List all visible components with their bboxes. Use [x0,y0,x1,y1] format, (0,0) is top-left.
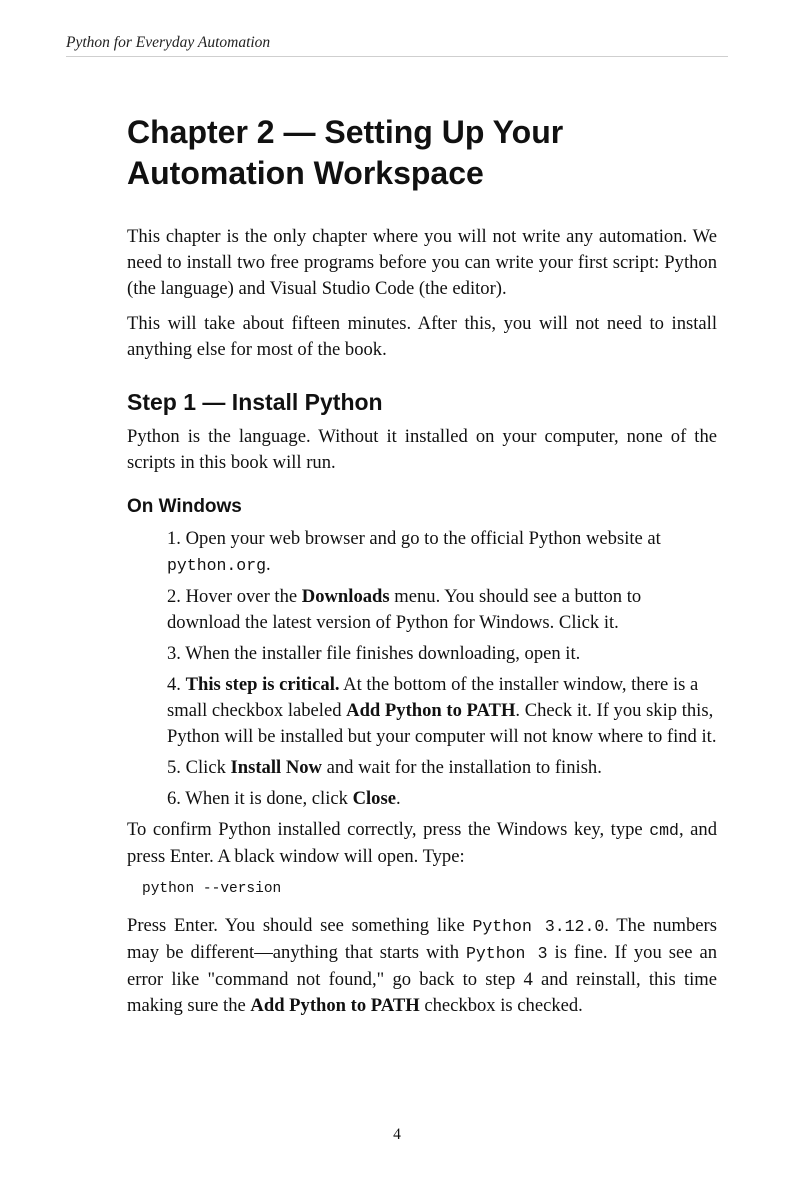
list-item [167,526,717,579]
item-number: 3. [167,643,181,664]
bold-term: Install Now [230,757,322,778]
inline-code-version-prefix: Python 3 [466,944,548,963]
list-item [167,584,717,636]
list-item [167,672,717,750]
running-header: Python for Everyday Automation [66,34,728,57]
result-text: Press Enter. You should see something like [127,915,473,936]
item-number: 1. [167,528,181,549]
bold-term: Close [352,788,396,809]
list-item [167,641,717,667]
item-text: menu. You should see a button to download the latest version of Python for Windows. Click it. [167,586,642,633]
chapter-title: Chapter 2 — Setting Up Your Automation Workspace [127,114,564,191]
bold-lead: This step is critical. [185,674,340,695]
item-text: Click [180,757,231,778]
item-number: 2. [167,586,181,607]
item-text: . [395,788,401,809]
item-text: When it is done, click [180,788,353,809]
code-block: python --version [142,881,282,897]
inline-code-version: Python 3.12.0 [472,917,605,936]
inline-code-cmd: cmd [649,821,679,840]
item-number: 4. [167,674,181,695]
page-number: 4 [393,1126,401,1143]
list-item [167,786,717,812]
item-number: 6. [167,788,181,809]
install-steps-list [127,526,717,812]
item-text: At the bottom of the installer window, there is a small checkbox labeled [167,674,699,721]
item-text: When the installer file finishes downloading, open it. [180,643,581,664]
bold-term: Add Python to PATH [250,995,420,1016]
item-text: and wait for the installation to finish. [321,757,602,778]
result-text: . The numbers may be different—anything that starts with [127,915,717,963]
windows-heading: On Windows [127,496,242,517]
bold-term: Add Python to PATH [346,700,516,721]
intro-paragraph-2: This will take about fifteen minutes. After this, you will not need to install anything else for most of the book. [127,313,717,360]
result-text: checkbox is checked. [419,995,583,1016]
page-content [127,112,717,1028]
confirm-text: To confirm Python installed correctly, press the Windows key, type [127,819,650,840]
intro-paragraph-1: This chapter is the only chapter where you will not write any automation. We need to install two free programs before you can write your first script: Python (the language) and Visual Studio Code (the editor). [127,226,717,299]
confirm-text: , and press Enter. A black window will open. Type: [127,819,717,867]
confirm-paragraph [127,817,717,870]
item-text: . [266,554,271,575]
result-text: is fine. If you see an error like "command not found," go back to step 4 and reinstall, this time making sure the [127,942,717,1016]
step1-heading: Step 1 — Install Python [127,389,383,415]
result-paragraph [127,913,717,1019]
inline-code-url: python.org [167,556,267,575]
item-number: 5. [167,757,181,778]
item-text: Hover over the [180,586,302,607]
step1-intro: Python is the language. Without it installed on your computer, none of the scripts in this book will run. [127,426,717,473]
list-item [167,755,717,781]
item-text: Open your web browser and go to the official Python website at [180,528,661,549]
item-text: . Check it. If you skip this, Python will be installed but your computer will not know where to find it. [167,700,717,747]
bold-term: Downloads [301,586,390,607]
